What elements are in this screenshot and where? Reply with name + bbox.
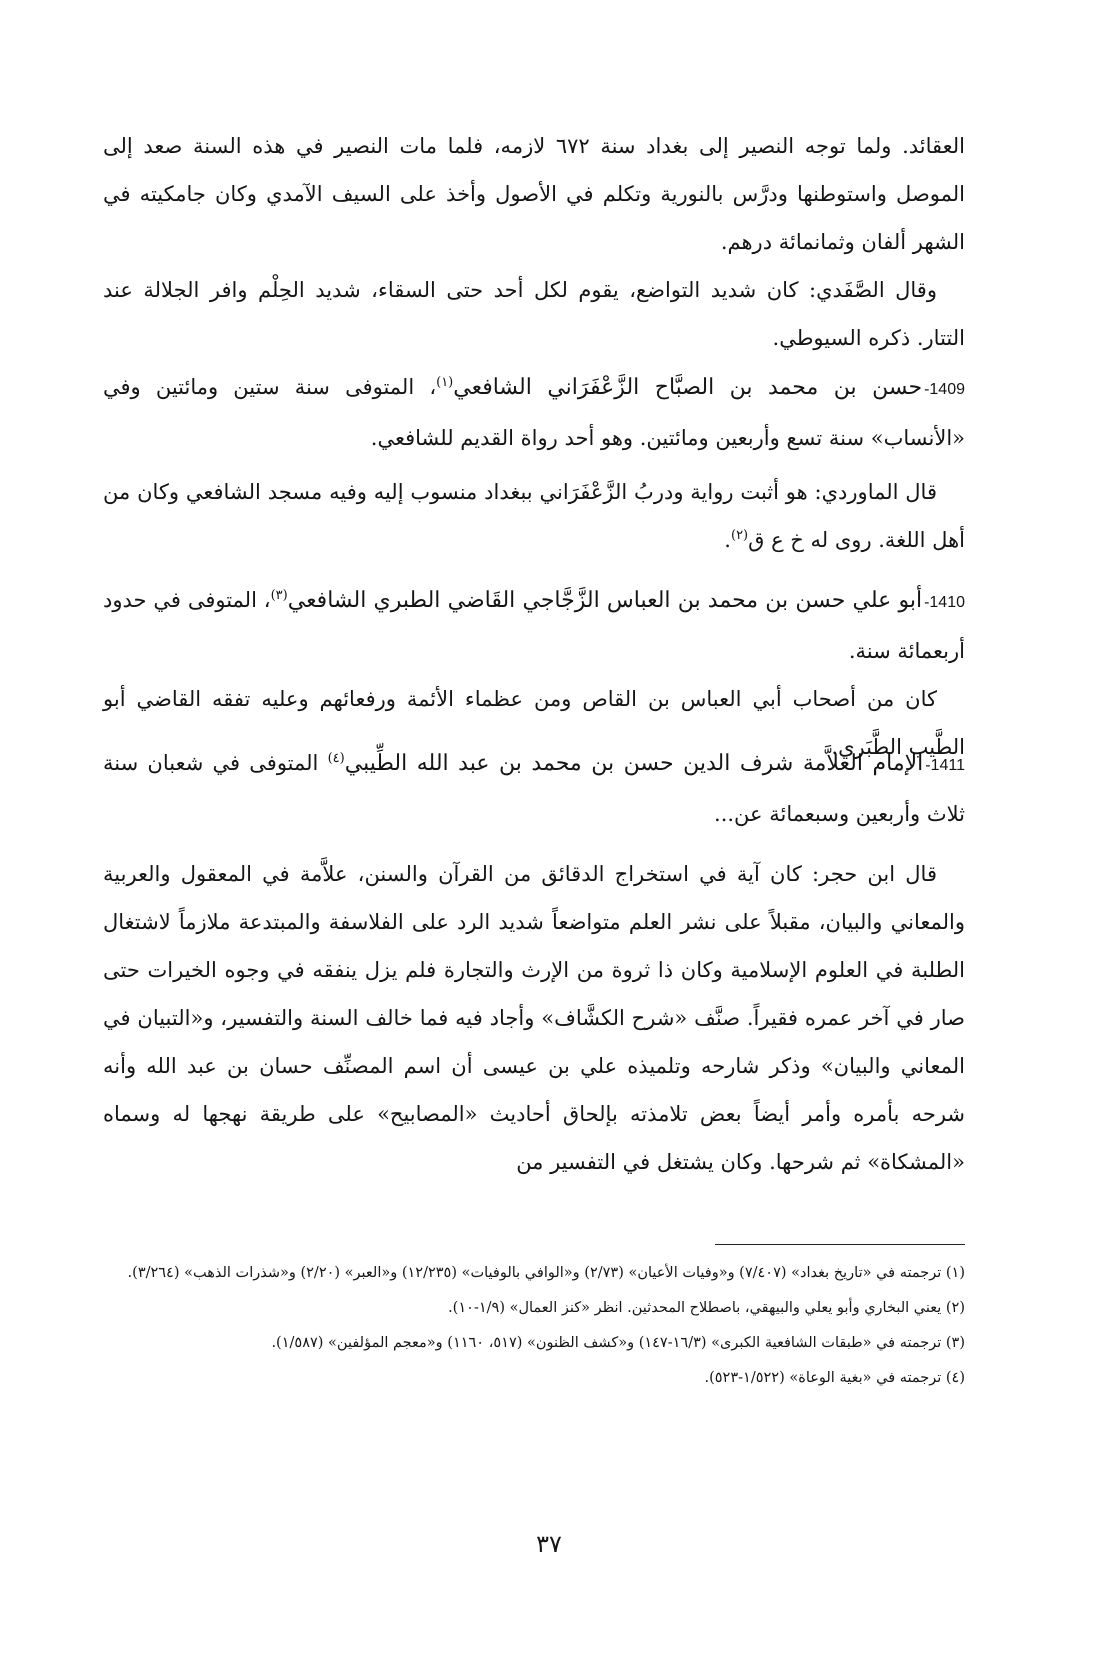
- footnote-1: (١) ترجمته في «تاريخ بغداد» (٧/٤٠٧) و«وفيات الأعيان» (٢/٧٣) و«الوافي بالوفيات» (١٢/٢٣٥) و«العبر» (٢/٢٠) و«شذرات الذهب» (٣/٢٦٤).: [127, 1265, 965, 1281]
- entry-summary: ، المتوفى في حدود أربعمائة سنة.: [103, 588, 965, 663]
- entry-number: 1409-: [924, 381, 965, 398]
- entry-title: الإمام العلاَّمة شرف الدين حسن بن محمد بن عبد الله الطِّيبي: [344, 751, 924, 776]
- entry-1410-heading: [103, 576, 965, 675]
- entry-number: 1411-: [925, 757, 965, 774]
- footnote-ref: (٣): [270, 588, 288, 603]
- footnotes: [103, 1256, 965, 1396]
- intro-paragraph-1: العقائد. ولما توجه النصير إلى بغداد سنة ٦٧٢ لازمه، فلما مات النصير في هذه السنة صعد إلى الموصل واستوطنها ودرَّس بالنورية وتكلم في الأصول وأخذ على السيف الآمدي وكان جامكيته في الشهر ألفان وثمانمائة درهم.: [103, 134, 966, 254]
- footnote-separator: [715, 1244, 965, 1245]
- entry-1409: [103, 363, 965, 564]
- footnote-ref: (٢): [730, 528, 749, 543]
- entry-body-end: .: [724, 528, 731, 552]
- footnote-2: (٢) يعني البخاري وأبو يعلي والبيهقي، باصطلاح المحدثين. انظر «كنز العمال» (١/٩-١٠).: [448, 1300, 965, 1316]
- footnote-ref: (١): [436, 375, 454, 390]
- footnote-3: (٣) ترجمته في «طبقات الشافعية الكبرى» (١٦/٣-١٤٧) و«كشف الظنون» (٥١٧، ١١٦٠) و«معجم المؤلفين» (١/٥٨٧).: [271, 1335, 965, 1351]
- entry-1411-body: قال ابن حجر: كان آية في استخراج الدقائق من القرآن والسنن، علاَّمة في المعقول والعربية والمعاني والبيان، مقبلاً على نشر العلم متواضعاً شديد الرد على الفلاسفة والمبتدعة ملازماً لاشتغال الطلبة في العلوم الإسلامية وكان ذا ثروة من الإرث والتجارة فلم يزل ينفقه في وجوه الخيرات حتى صار في آخر عمره فقيراً. صنَّف «شرح الكشَّاف» وأجاد فيه فما خالف السنة والتفسير، و«التبيان في المعاني والبيان» وذكر شارحه وتلميذه علي بن عيسى أن اسم المصنِّف حسان بن عبد الله وأنه شرحه بأمره وأمر أيضاً بعض تلامذته بإلحاق أحاديث «المصابيح» على طريقة نهجها له وسماه «المشكاة» ثم شرحها. وكان يشتغل في التفسير من: [103, 862, 965, 1174]
- entry-summary: المتوفى في شعبان سنة ثلاث وأربعين وسبعمائة عن...: [103, 751, 965, 826]
- intro-section: [103, 122, 965, 362]
- footnote-ref: (٤): [327, 751, 345, 766]
- entry-1411-heading: [103, 739, 965, 838]
- entry-1409-heading: [103, 363, 965, 462]
- entry-summary: ، المتوفى سنة ستين ومائتين وفي «الأنساب» سنة تسع وأربعين ومائتين. وهو أحد رواة القديم للشافعي.: [103, 375, 965, 450]
- entry-title: حسن بن محمد بن الصبَّاح الزَّعْفَرَاني الشافعي: [453, 375, 923, 400]
- entry-body-text: قال الماوردي: هو أثبت رواية ودربُ الزَّعْفَرَاني ببغداد منسوب إليه وفيه مسجد الشافعي وكان من أهل اللغة. روى له خ ع ق: [103, 480, 965, 552]
- footnote-4: (٤) ترجمته في «بغية الوعاة» (١/٥٢٢-٥٢٣).: [704, 1370, 965, 1386]
- entry-1409-body: [103, 468, 965, 564]
- entry-1411: [103, 739, 965, 1186]
- page-number: ٣٧: [536, 1530, 562, 1558]
- entry-1410-body: كان من أصحاب أبي العباس بن القاص ومن عظماء الأئمة ورفعائهم وعليه تفقه القاضي أبو الطَّيب الطَّبَري.: [103, 687, 965, 759]
- entry-number: 1410-: [924, 594, 965, 611]
- intro-paragraph-2: وقال الصَّفَدي: كان شديد التواضع، يقوم لكل أحد حتى السقاء، شديد الحِلْم وافر الجلالة عند التتار. ذكره السيوطي.: [103, 278, 965, 350]
- entry-title: أبو علي حسن بن محمد بن العباس الزَّجَّاجي القَاضي الطبري الشافعي: [287, 588, 923, 613]
